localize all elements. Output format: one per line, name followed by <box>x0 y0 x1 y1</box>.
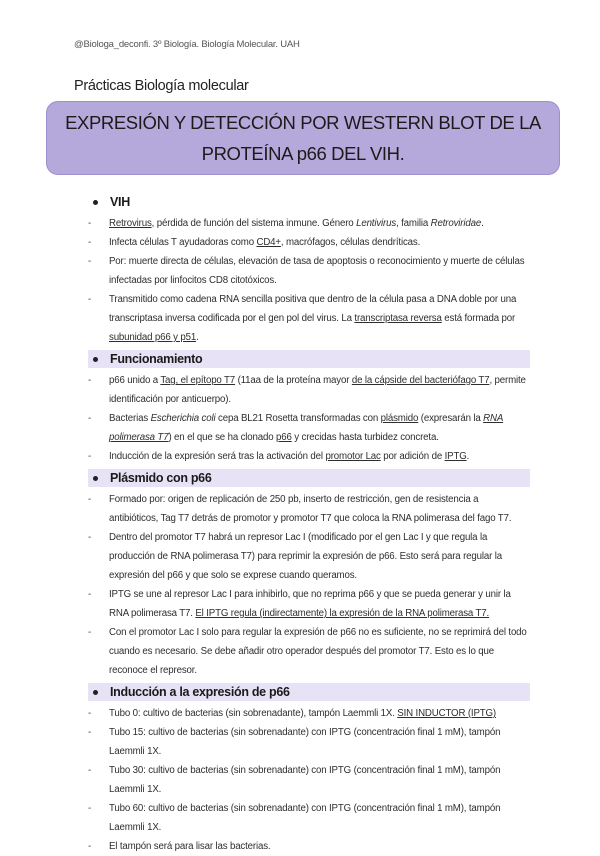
list-item <box>88 528 530 585</box>
item-text: Tubo 15: cultivo de bacterias (sin sobrenadante) con IPTG (concentración final 1 mM), tampón Laemmli 1X. <box>109 727 501 757</box>
link-text: plásmido <box>380 413 419 424</box>
item-text: por adición de <box>380 451 445 462</box>
link-text: de la cápside del bacteriófago T7 <box>351 375 490 386</box>
dash-bullet: - <box>88 256 92 267</box>
item-text: (11aa de la proteína mayor <box>235 375 352 386</box>
header-note: @Biologa_deconfi. 3º Biología. Biología Molecular. UAH <box>74 39 300 50</box>
item-text: Bacterias <box>109 413 151 424</box>
link-text: promotor Lac <box>325 451 381 462</box>
link-text: subunidad p66 y p51 <box>109 332 197 343</box>
dash-bullet: - <box>88 803 92 814</box>
dash-bullet: - <box>88 451 92 462</box>
dash-bullet: - <box>88 841 92 852</box>
dash-bullet: - <box>88 727 92 738</box>
title-line-1: EXPRESIÓN Y DETECCIÓN POR WESTERN BLOT DE LA <box>65 112 541 133</box>
list-item <box>88 585 530 623</box>
list-item <box>88 233 530 252</box>
list-item <box>88 409 530 447</box>
list-item <box>88 799 530 837</box>
item-text: Tubo 30: cultivo de bacterias (sin sobrenadante) con IPTG (concentración final 1 mM), tampón Laemmli 1X. <box>109 765 501 795</box>
link-text: CD4+ <box>256 237 281 248</box>
section-heading-text: VIH <box>110 195 130 209</box>
dash-bullet: - <box>88 237 92 248</box>
item-text: p66 unido a <box>109 375 161 386</box>
item-text: Con el promotor Lac I solo para regular la expresión de p66 no es suficiente, no se reprimirá del todo cuando es necesario. Se debe añadir otro operador después del promotor T7. Esto es lo que reconoce el represor. <box>109 627 527 676</box>
list-item <box>88 490 530 528</box>
section-heading-funcionamiento <box>88 350 530 368</box>
list-item <box>88 837 530 856</box>
item-text: Tubo 0: cultivo de bacterias (sin sobrenadante), tampón Laemmli 1X. <box>109 708 398 719</box>
item-text: (expresarán la <box>418 413 484 424</box>
item-text: Formado por: origen de replicación de 250 pb, inserto de restricción, gen de resistencia a antibióticos, Tag T7 detrás de promotor y promotor T7 que coloca la RNA polimerasa del fago T7. <box>109 494 512 524</box>
item-text: Transmitido como cadena RNA sencilla positiva que dentro de la célula pasa a DNA doble por una transcriptasa inversa codificada por el gen pol del virus. La <box>109 294 517 324</box>
list-item <box>88 704 530 723</box>
dash-bullet: - <box>88 532 92 543</box>
bullet-dot-icon <box>93 476 98 481</box>
dash-bullet: - <box>88 765 92 776</box>
list-item <box>88 761 530 799</box>
link-text: Retrovirus <box>109 218 152 229</box>
dash-bullet: - <box>88 589 92 600</box>
item-text: ) en el que se ha clonado <box>168 432 277 443</box>
list-item <box>88 623 530 680</box>
title-line-2: PROTEÍNA p66 DEL VIH. <box>201 143 405 164</box>
link-text: RNA polimerasa T7 <box>109 413 504 443</box>
dash-bullet: - <box>88 218 92 229</box>
item-text: Tubo 60: cultivo de bacterias (sin sobrenadante) con IPTG (concentración final 1 mM), tampón Laemmli 1X. <box>109 803 501 833</box>
document-title-box <box>46 101 560 175</box>
link-text: SIN INDUCTOR (IPTG) <box>397 708 496 719</box>
item-text: El tampón será para lisar las bacterias. <box>109 841 271 852</box>
dash-bullet: - <box>88 413 92 424</box>
item-text: cepa BL21 Rosetta transformadas con <box>215 413 381 424</box>
item-text: , familia <box>396 218 431 229</box>
item-text: Por: muerte directa de células, elevación de tasa de apoptosis o reconocimiento y muerte de células infectadas por linfocitos CD8 citotóxicos. <box>109 256 525 286</box>
dash-bullet: - <box>88 294 92 305</box>
link-text: transcriptasa reversa <box>354 313 442 324</box>
dash-bullet: - <box>88 627 92 638</box>
item-text: , permite identificación por anticuerpo). <box>109 375 526 405</box>
list-item <box>88 371 530 409</box>
list-item <box>88 723 530 761</box>
section-heading-plasmido <box>88 469 530 487</box>
dash-bullet: - <box>88 708 92 719</box>
item-text: y crecidas hasta turbidez concreta. <box>291 432 439 443</box>
bullet-dot-icon <box>93 690 98 695</box>
item-text: , macrófagos, células dendríticas. <box>280 237 421 248</box>
section-heading-vih <box>88 193 530 211</box>
bullet-dot-icon <box>93 200 98 205</box>
item-text: . <box>466 451 470 462</box>
bullet-dot-icon <box>93 357 98 362</box>
item-text: , pérdida de función del sistema inmune. Género <box>151 218 357 229</box>
dash-bullet: - <box>88 375 92 386</box>
item-text: Infecta células T ayudadoras como <box>109 237 257 248</box>
item-text: . <box>481 218 484 229</box>
item-text: Dentro del promotor T7 habrá un represor Lac I (modificado por el gen Lac I y que regula la producción de RNA polimerasa T7) para reprimir la expresión de p66. Esto será para regular la expresión del p66 y que solo se exprese cuando queramos. <box>109 532 502 581</box>
item-text: Inducción de la expresión será tras la activación del <box>109 451 326 462</box>
list-item <box>88 252 530 290</box>
item-text-italic: Retroviridae <box>430 218 482 229</box>
list-item <box>88 447 530 466</box>
section-heading-induccion <box>88 683 530 701</box>
item-text: . <box>196 332 199 343</box>
document-body <box>88 190 530 856</box>
subject-title: Prácticas Biología molecular <box>74 78 249 94</box>
list-item <box>88 214 530 233</box>
link-text: IPTG <box>444 451 467 462</box>
dash-bullet: - <box>88 494 92 505</box>
section-heading-text: Funcionamiento <box>110 352 203 366</box>
link-text: El IPTG regula (indirectamente) la expresión de la RNA polimerasa T7. <box>195 608 490 619</box>
link-text: p66 <box>276 432 292 443</box>
item-text: IPTG se une al represor Lac I para inhibirlo, que no reprima p66 y que se pueda generar y unir la RNA polimerasa T7. <box>109 589 511 619</box>
list-item <box>88 290 530 347</box>
item-text-italic: Lentivirus <box>356 218 397 229</box>
section-heading-text: Plásmido con p66 <box>110 471 212 485</box>
item-text-italic: Escherichia coli <box>150 413 216 424</box>
item-text: está formada por <box>441 313 516 324</box>
link-text: Tag, el epítopo T7 <box>160 375 236 386</box>
section-heading-text: Inducción a la expresión de p66 <box>110 685 290 699</box>
